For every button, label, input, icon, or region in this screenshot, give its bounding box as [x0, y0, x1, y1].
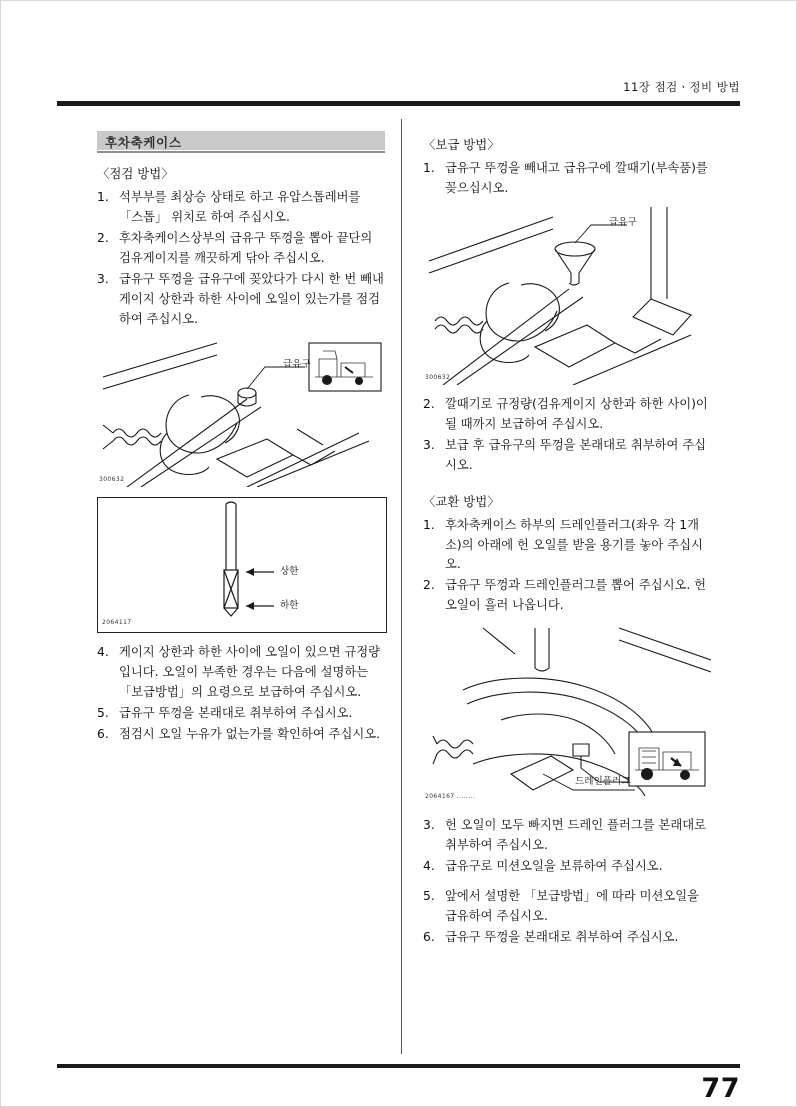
step-text: 깔때기로 규정량(검유게이지 상한과 하한 사이)이 될 때까지 보급하여 주십시오. — [445, 396, 708, 431]
step-text: 게이지 상한과 하한 사이에 오일이 있으면 규정량입니다. 오일이 부족한 경우는 다음에 설명하는 「보급방법」의 요령으로 보급하여 주십시오. — [119, 645, 381, 700]
page-number: 77 — [701, 1073, 740, 1104]
left-column — [97, 131, 387, 746]
figure-funnel-drawing — [423, 207, 711, 385]
step-text: 후차축케이스상부의 급유구 뚜껑을 뽑아 끝단의 검유게이지를 깨끗하게 닦아 주십시오. — [119, 230, 373, 265]
step-text: 후차축케이스 하부의 드레인플러그(좌우 각 1개소)의 아래에 헌 오일를 받을 용기를 놓아 주십시오. — [445, 517, 703, 572]
column-divider — [401, 119, 402, 1054]
step-number: 3. — [423, 818, 435, 833]
change-step-list — [423, 516, 713, 617]
step-text: 석부부를 최상승 상태로 하고 유압스톱레버를 「스톱」 위치로 하여 주십시오. — [119, 190, 361, 224]
list-item — [423, 516, 713, 576]
figure-drain-plug-drawing — [423, 624, 711, 806]
list-item — [423, 395, 713, 435]
figure-code: 300632 — [99, 476, 125, 484]
figure-inset-tractor — [629, 732, 705, 786]
figure-label-upper-limit: 상한 — [280, 566, 299, 578]
step-number: 2. — [423, 578, 435, 593]
figure-callout-supply-port: 급유구 — [609, 216, 637, 228]
figure-funnel-supply — [423, 207, 713, 385]
step-text: 급유구 뚜껑을 급유구에 꽂았다가 다시 한 번 빼내 게이지 상한과 하한 사이에 오일이 있는가를 점검하여 주십시오. — [119, 271, 384, 326]
header-rule — [57, 101, 740, 106]
step-number: 2. — [423, 396, 435, 411]
figure-drain-plug — [423, 624, 713, 806]
inspection-step-list-continued — [97, 643, 387, 745]
step-number: 3. — [423, 437, 435, 452]
list-item — [97, 725, 387, 745]
figure-axle-supply-port — [97, 337, 387, 487]
section-title-band — [97, 131, 385, 150]
footer-rule — [57, 1064, 740, 1068]
change-heading: 〈교환 방법〉 — [423, 493, 500, 509]
page-header-chapter: 11장 점검ㆍ정비 방법 — [623, 80, 740, 94]
step-number: 4. — [97, 645, 109, 660]
step-text: 점검시 오일 누유가 없는가를 확인하여 주십시오. — [119, 727, 381, 742]
right-column — [423, 131, 713, 949]
step-number: 5. — [423, 888, 435, 903]
step-number: 1. — [423, 517, 435, 532]
figure-code: 300632 — [425, 373, 451, 381]
figure-code: 2064117 — [102, 619, 132, 627]
figure-dipstick-drawing — [98, 498, 384, 632]
inspection-heading: 〈점검 방법〉 — [97, 166, 174, 181]
step-number: 3. — [97, 271, 109, 286]
list-item — [97, 270, 387, 330]
figure-callout-supply-port: 급유구 — [283, 359, 311, 371]
list-item — [97, 229, 387, 269]
step-text: 급유구 뚜껑을 빼내고 급유구에 깔때기(부속품)를 꽂으십시오. — [445, 161, 708, 195]
step-number: 2. — [97, 230, 109, 245]
list-item — [423, 436, 713, 476]
list-item — [423, 887, 713, 927]
step-text: 급유구로 미션오일을 보류하여 주십시오. — [445, 858, 663, 873]
list-item — [97, 704, 387, 724]
figure-axle-supply-port-drawing — [97, 337, 385, 487]
step-text: 앞에서 설명한 「보급방법」에 따라 미션오일을 급유하여 주십시오. — [445, 888, 700, 923]
step-number: 5. — [97, 706, 109, 721]
supply-step-list — [423, 159, 713, 199]
step-text: 보급 후 급유구의 뚜껑을 본래대로 취부하여 주십시오. — [445, 437, 707, 472]
figure-code: 2064167 ........ — [425, 793, 476, 801]
section-title: 후차축케이스 — [105, 135, 182, 150]
figure-inset-tractor — [309, 343, 381, 391]
supply-step-list-continued — [423, 395, 713, 476]
step-text: 헌 오일이 모두 빠지면 드레인 플러그를 본래대로 취부하여 주십시오. — [445, 818, 707, 853]
list-item — [423, 857, 713, 877]
list-item — [423, 576, 713, 616]
list-item — [97, 188, 387, 228]
change-step-list-continued — [423, 816, 713, 947]
step-number: 1. — [97, 190, 109, 205]
figure-label-lower-limit: 하한 — [280, 600, 299, 612]
step-text: 급유구 뚜껑을 본래대로 취부하여 주십시오. — [445, 929, 679, 944]
figure-dipstick-limits — [97, 497, 387, 633]
list-item — [423, 816, 713, 856]
list-item — [97, 643, 387, 703]
step-text: 급유구 뚜껑을 본래대로 취부하여 주십시오. — [119, 706, 353, 721]
figure-callout-drain-plug: 드레인플러그 — [575, 776, 631, 788]
list-item — [423, 159, 713, 199]
step-number: 4. — [423, 858, 435, 873]
inspection-step-list — [97, 188, 387, 329]
step-text: 급유구 뚜껑과 드레인플러그를 뽑어 주십시오. 헌 오일이 흘러 나옵니다. — [445, 578, 707, 613]
step-number: 6. — [97, 727, 109, 742]
step-number: 1. — [423, 161, 435, 176]
step-number: 6. — [423, 929, 435, 944]
supply-heading: 〈보급 방법〉 — [423, 137, 500, 152]
list-item — [423, 928, 713, 948]
